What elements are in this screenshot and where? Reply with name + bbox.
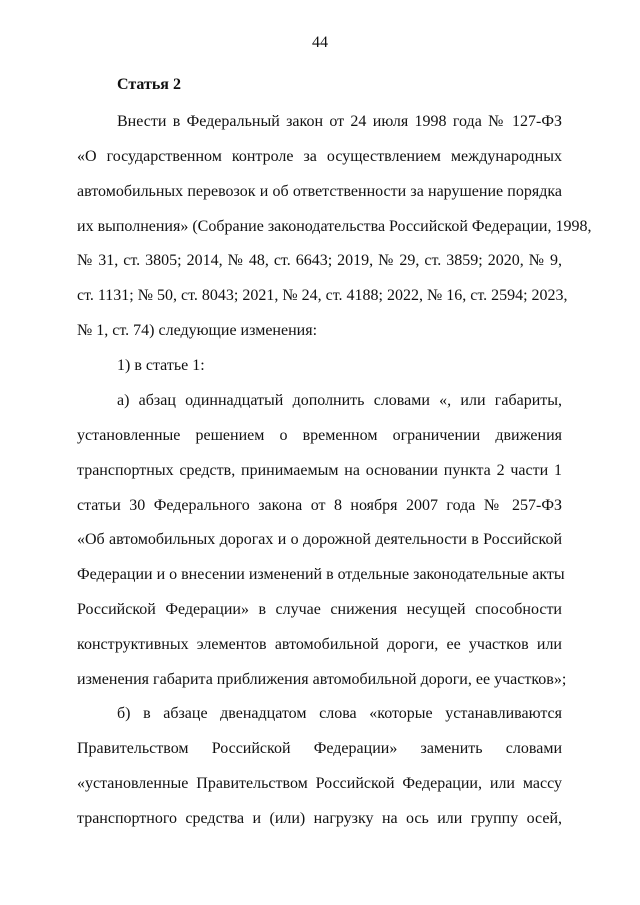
page-number: 44 bbox=[312, 34, 328, 51]
text-line: изменения габарита приближения автомобильной дороги, ее участков»; bbox=[77, 671, 567, 688]
text-line: автомобильных перевозок и об ответственности за нарушение порядка bbox=[77, 183, 562, 200]
text-line: их выполнения» (Собрание законодательства Российской Федерации, 1998, bbox=[77, 218, 592, 235]
text-line: Внести в Федеральный закон от 24 июля 1998 года № 127-ФЗ bbox=[117, 113, 562, 130]
text-line: «Об автомобильных дорогах и о дорожной деятельности в Российской bbox=[77, 531, 562, 548]
text-line: Российской Федерации» в случае снижения несущей способности bbox=[77, 601, 562, 618]
text-line: конструктивных элементов автомобильной дороги, ее участков или bbox=[77, 636, 562, 653]
text-line: «О государственном контроле за осуществлением международных bbox=[77, 148, 562, 165]
text-line: № 1, ст. 74) следующие изменения: bbox=[77, 322, 318, 339]
text-line: ст. 1131; № 50, ст. 8043; 2021, № 24, ст. 4188; 2022, № 16, ст. 2594; 2023, bbox=[77, 287, 568, 304]
text-line: установленные решением о временном ограничении движения bbox=[77, 427, 562, 444]
text-line: транспортных средств, принимаемым на основании пункта 2 части 1 bbox=[77, 462, 562, 479]
text-line: статьи 30 Федерального закона от 8 ноября 2007 года № 257-ФЗ bbox=[77, 497, 562, 514]
text-line: а) абзац одиннадцатый дополнить словами «, или габариты, bbox=[117, 392, 562, 409]
text-line: «установленные Правительством Российской Федерации, или массу bbox=[77, 775, 562, 792]
text-line: Федерации и о внесении изменений в отдельные законодательные акты bbox=[77, 566, 565, 583]
text-line: № 31, ст. 3805; 2014, № 48, ст. 6643; 2019, № 29, ст. 3859; 2020, № 9, bbox=[77, 252, 562, 269]
text-line: Правительством Российской Федерации» заменить словами bbox=[77, 740, 562, 757]
text-line: транспортного средства и (или) нагрузку на ось или группу осей, bbox=[77, 810, 562, 827]
text-line: 1) в статье 1: bbox=[117, 357, 205, 374]
article-title: Статья 2 bbox=[117, 76, 181, 93]
text-line: б) в абзаце двенадцатом слова «которые устанавливаются bbox=[117, 705, 562, 722]
